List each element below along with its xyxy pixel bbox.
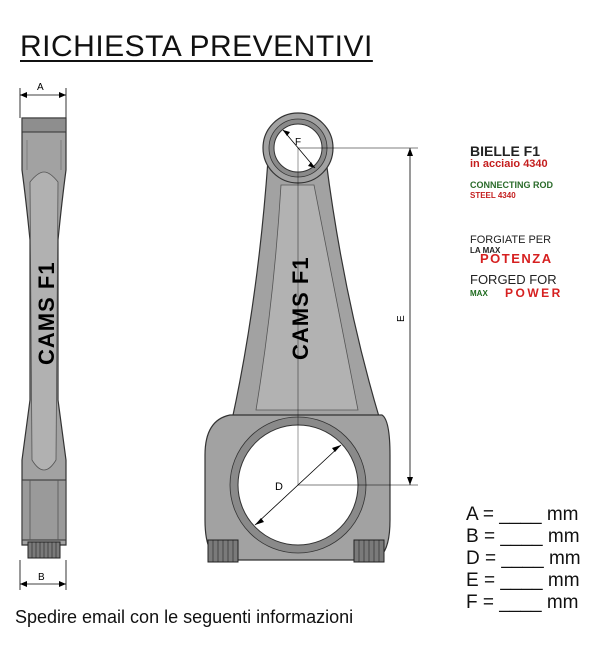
page-title: RICHIESTA PREVENTIVI: [20, 30, 373, 63]
dim-label-a: A: [37, 82, 44, 93]
dimension-label: F =: [466, 592, 494, 613]
potenza: POTENZA: [480, 251, 553, 266]
front-rod-brand: CAMS F1: [288, 256, 313, 360]
forged-en: FORGED FOR: [470, 272, 557, 287]
power: POWER: [505, 286, 563, 300]
dimension-blank: ____: [499, 592, 542, 613]
dimension-blank: ____: [499, 504, 542, 525]
dimension-row-e: [466, 570, 581, 592]
front-view-rod: [205, 113, 418, 562]
dimension-label: D =: [466, 548, 497, 569]
la-max: LA MAX: [470, 246, 501, 255]
dimension-row-a: [466, 504, 581, 526]
dimension-blank: ____: [500, 570, 543, 591]
dimensions-form: [466, 504, 581, 614]
dimension-blank: ____: [500, 526, 543, 547]
dim-label-f: F: [295, 137, 302, 148]
max-label: MAX: [470, 289, 488, 298]
material-it: in acciaio 4340: [470, 158, 548, 170]
dim-label-e: E: [396, 315, 407, 322]
dimension-row-b: [466, 526, 581, 548]
dimension-blank: ____: [501, 548, 544, 569]
dimension-unit: mm: [546, 504, 579, 525]
side-view-rod: [20, 82, 66, 590]
side-rod-brand: CAMS F1: [34, 261, 59, 365]
footer-instructions: Spedire email con le seguenti informazioni: [15, 607, 354, 627]
dim-label-d: D: [275, 481, 283, 493]
dimension-label: E =: [466, 570, 496, 591]
dim-label-b: B: [38, 572, 45, 583]
dimension-label: A =: [466, 504, 494, 525]
product-name: BIELLE F1: [470, 143, 541, 159]
dimension-unit: mm: [548, 548, 581, 569]
dimension-label: B =: [466, 526, 496, 547]
forged-it: FORGIATE PER: [470, 234, 552, 246]
dimension-unit: mm: [547, 526, 580, 547]
dimension-unit: mm: [547, 570, 580, 591]
dimension-unit: mm: [546, 592, 579, 613]
dimension-row-d: [466, 548, 581, 570]
dimension-row-f: [466, 592, 581, 614]
material-en: STEEL 4340: [470, 191, 516, 200]
product-name-en: CONNECTING ROD: [470, 180, 553, 190]
